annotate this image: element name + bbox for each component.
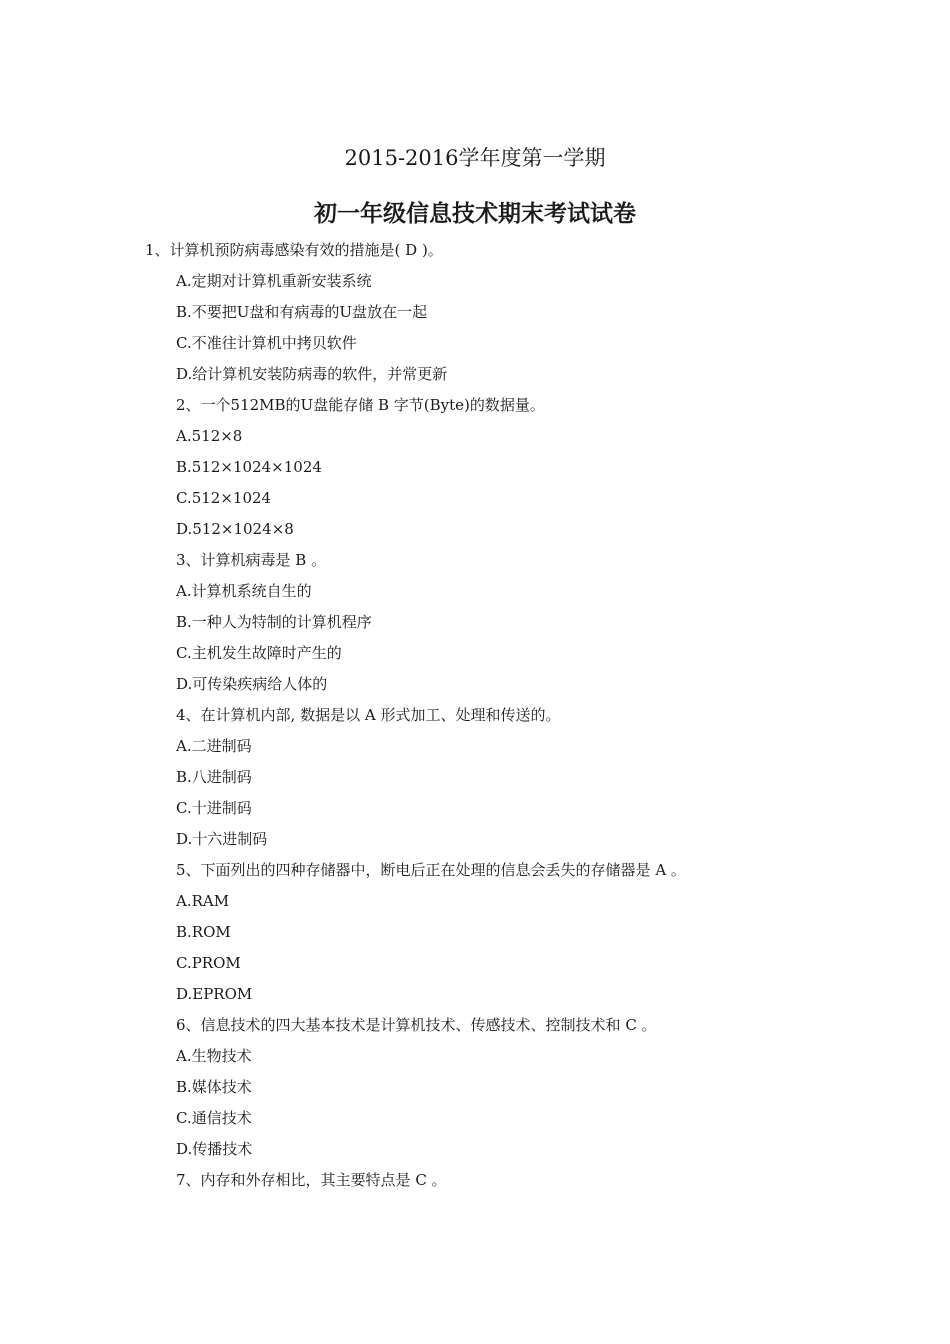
question-option: A.定期对计算机重新安装系统: [176, 272, 372, 290]
exam-title: 初一年级信息技术期末考试试卷: [314, 200, 636, 227]
question-option: B.不要把U盘和有病毒的U盘放在一起: [176, 303, 428, 321]
exam-term: 2015-2016学年度第一学期: [344, 146, 606, 170]
question-option: C.通信技术: [176, 1109, 252, 1127]
question-option: D.传播技术: [176, 1140, 253, 1158]
question-option: B.512×1024×1024: [176, 458, 322, 476]
question-stem: 7、内存和外存相比，其主要特点是 C 。: [176, 1171, 447, 1189]
question-option: D.EPROM: [176, 985, 253, 1003]
question-option: A.RAM: [176, 892, 230, 910]
question-option: C.主机发生故障时产生的: [176, 644, 342, 662]
question-stem: 5、下面列出的四种存储器中，断电后正在处理的信息会丢失的存储器是 A 。: [176, 861, 686, 879]
question-stem: 6、信息技术的四大基本技术是计算机技术、传感技术、控制技术和 C 。: [176, 1016, 657, 1034]
question-option: B.ROM: [176, 923, 231, 941]
question-option: C.十进制码: [176, 799, 252, 817]
question-option: B.一种人为特制的计算机程序: [176, 613, 372, 631]
question-option: A.二进制码: [176, 737, 252, 755]
question-option: D.可传染疾病给人体的: [176, 675, 328, 693]
question-stem: 2、一个512MB的U盘能存储 B 字节(Byte)的数据量。: [176, 396, 545, 414]
question-stem: 4、在计算机内部, 数据是以 A 形式加工、处理和传送的。: [176, 706, 561, 724]
question-option: D.512×1024×8: [176, 520, 294, 538]
question-stem: 3、计算机病毒是 B 。: [176, 551, 327, 569]
question-option: B.八进制码: [176, 768, 252, 786]
question-option: D.十六进制码: [176, 830, 268, 848]
question-stem: 1、计算机预防病毒感染有效的措施是( D )。: [145, 241, 443, 259]
question-option: C.PROM: [176, 954, 241, 972]
question-option: C.512×1024: [176, 489, 272, 507]
question-option: C.不准往计算机中拷贝软件: [176, 334, 357, 352]
question-option: B.媒体技术: [176, 1078, 252, 1096]
question-option: A.512×8: [176, 427, 243, 445]
question-option: A.生物技术: [176, 1047, 252, 1065]
question-option: A.计算机系统自生的: [176, 582, 312, 600]
question-option: D.给计算机安装防病毒的软件，并常更新: [176, 365, 448, 383]
